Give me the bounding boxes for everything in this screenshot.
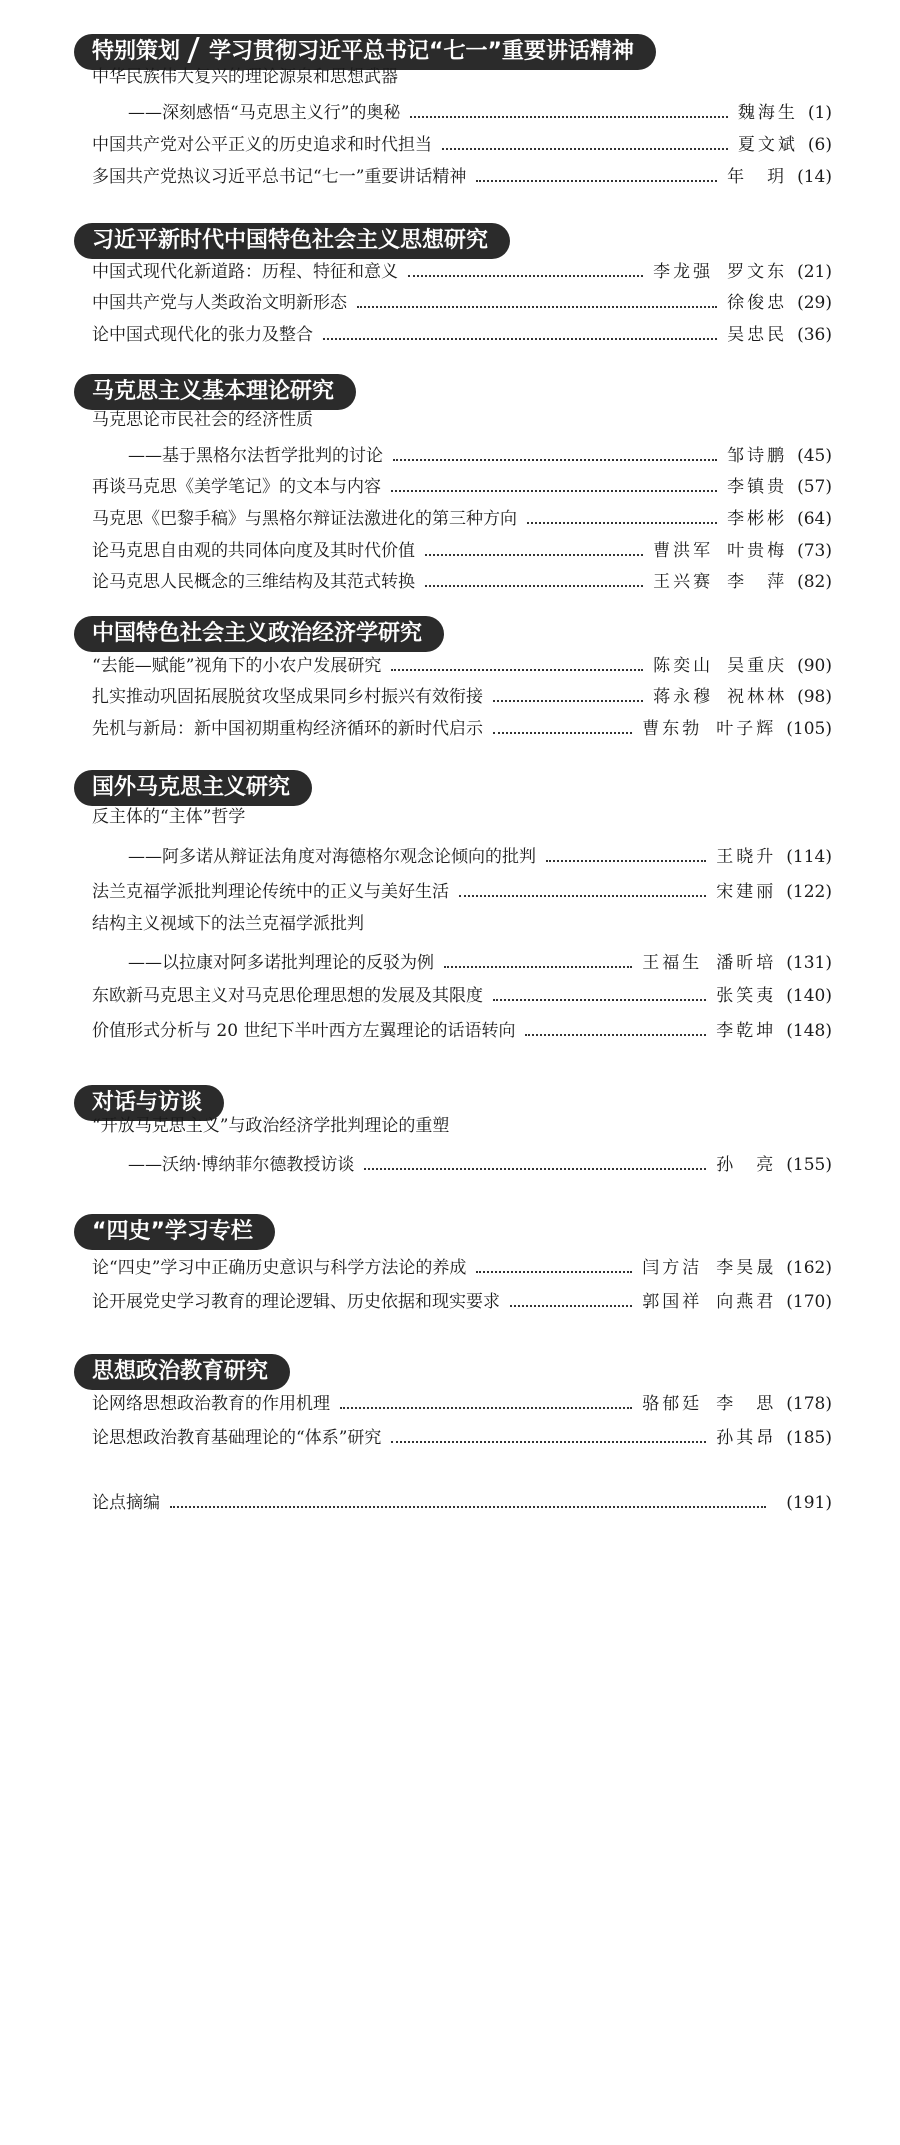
page-number: (131) <box>786 953 832 973</box>
page-number: (73) <box>797 541 832 561</box>
page-number: (114) <box>786 847 832 867</box>
author-name: 陈奕山 <box>653 656 714 676</box>
author-name: 王晓升 <box>716 847 777 867</box>
article-authors <box>727 290 787 316</box>
author-name: 李 思 <box>716 1394 777 1414</box>
dot-leader <box>425 554 643 556</box>
article-title[interactable]: “开放马克思主义”与政治经济学批判理论的重塑 <box>92 1116 450 1136</box>
page-number: (1) <box>807 103 832 123</box>
page-number: (82) <box>797 572 832 592</box>
article-title[interactable]: 中华民族伟大复兴的理论源泉和思想武器 <box>92 67 398 87</box>
article-authors <box>642 1255 776 1281</box>
page-number: (64) <box>797 509 832 529</box>
toc-entry[interactable] <box>92 1486 832 1516</box>
toc-entry[interactable] <box>92 979 832 1009</box>
section-title: 对话与访谈 <box>92 1090 203 1115</box>
dot-leader <box>493 732 632 734</box>
section-title: 马克思主义基本理论研究 <box>92 379 335 404</box>
page-number: (98) <box>797 687 832 707</box>
article-authors <box>738 132 798 158</box>
page-number: (122) <box>786 882 832 902</box>
page-number: (140) <box>786 986 832 1006</box>
article-authors <box>642 716 776 742</box>
section-title: 中国特色社会主义政治经济学研究 <box>92 621 423 646</box>
toc-entry[interactable] <box>92 534 832 564</box>
author-name: 叶子辉 <box>716 719 777 739</box>
dot-leader <box>444 966 632 968</box>
article-title: 扎实推动巩固拓展脱贫攻坚成果同乡村振兴有效衔接 <box>92 687 483 707</box>
author-name: 徐俊忠 <box>727 293 788 313</box>
author-name: 罗文东 <box>727 262 788 282</box>
article-authors <box>716 1152 776 1178</box>
article-authors <box>642 950 776 976</box>
article-title[interactable]: 结构主义视域下的法兰克福学派批判 <box>92 914 364 934</box>
dot-leader <box>527 522 717 524</box>
author-name: 邹诗鹏 <box>727 446 788 466</box>
section-header <box>74 1214 275 1250</box>
dot-leader <box>493 999 706 1001</box>
section-header <box>74 223 510 259</box>
author-name: 潘昕培 <box>716 953 777 973</box>
article-authors <box>727 474 787 500</box>
section-title: 习近平新时代中国特色社会主义思想研究 <box>92 228 489 253</box>
article-authors <box>716 879 776 905</box>
toc-entry[interactable] <box>92 470 832 500</box>
article-authors <box>653 684 787 710</box>
article-title: 价值形式分析与 20 世纪下半叶西方左翼理论的话语转向 <box>92 1021 516 1041</box>
author-name: 曹东勃 <box>642 719 703 739</box>
author-name: 李龙强 <box>653 262 714 282</box>
toc-entry[interactable] <box>92 1387 832 1417</box>
author-name: 吴忠民 <box>727 325 788 345</box>
page-number: (191) <box>786 1493 832 1513</box>
article-authors <box>727 506 787 532</box>
toc-entry[interactable] <box>92 1421 832 1451</box>
toc-entry[interactable] <box>92 680 832 710</box>
section-subtitle: 学习贯彻习近平总书记“七一”重要讲话精神 <box>209 39 634 64</box>
article-title: 论思想政治教育基础理论的“体系”研究 <box>92 1428 382 1448</box>
dot-leader <box>525 1034 706 1036</box>
section-title: “四史”学习专栏 <box>92 1219 253 1244</box>
toc-entry[interactable] <box>128 439 832 469</box>
article-title: 先机与新局：新中国初期重构经济循环的新时代启示 <box>92 719 483 739</box>
article-title: 论“四史”学习中正确历史意识与科学方法论的养成 <box>92 1258 467 1278</box>
section-title: 特别策划 <box>92 39 181 64</box>
article-subtitle: ——基于黑格尔法哲学批判的讨论 <box>128 446 383 466</box>
article-authors <box>727 443 787 469</box>
author-name: 郭国祥 <box>642 1292 703 1312</box>
toc-entry[interactable] <box>92 160 832 190</box>
author-name: 李昊晟 <box>716 1258 777 1278</box>
toc-entry[interactable] <box>92 286 832 316</box>
dot-leader <box>391 1441 706 1443</box>
toc-entry[interactable] <box>92 502 832 532</box>
author-name: 张笑夷 <box>716 986 777 1006</box>
page-number: (170) <box>786 1292 832 1312</box>
toc-entry[interactable] <box>92 565 832 595</box>
dot-leader <box>170 1506 766 1508</box>
section-divider <box>187 37 199 63</box>
author-name: 蒋永穆 <box>653 687 714 707</box>
article-title: 再谈马克思《美学笔记》的文本与内容 <box>92 477 381 497</box>
page-number: (148) <box>786 1021 832 1041</box>
article-title: 论点摘编 <box>92 1493 160 1513</box>
toc-entry[interactable] <box>92 1285 832 1315</box>
page-number: (90) <box>797 656 832 676</box>
author-name: 年 玥 <box>727 167 788 187</box>
author-name: 闫方洁 <box>642 1258 703 1278</box>
author-name: 夏文斌 <box>737 135 798 155</box>
page-number: (14) <box>797 167 832 187</box>
author-name: 宋建丽 <box>716 882 777 902</box>
dot-leader <box>493 700 643 702</box>
section-header <box>74 374 356 410</box>
page-number: (36) <box>797 325 832 345</box>
author-name: 孙 亮 <box>716 1155 777 1175</box>
section-header <box>74 1354 290 1390</box>
article-authors <box>716 1018 776 1044</box>
article-authors <box>653 569 787 595</box>
section-header <box>74 770 312 806</box>
author-name: 骆郁廷 <box>642 1394 703 1414</box>
page-number: (178) <box>786 1394 832 1414</box>
page-number: (21) <box>797 262 832 282</box>
article-title: 法兰克福学派批判理论传统中的正义与美好生活 <box>92 882 449 902</box>
article-title: 论开展党史学习教育的理论逻辑、历史依据和现实要求 <box>92 1292 500 1312</box>
dot-leader <box>410 116 728 118</box>
article-subtitle: ——深刻感悟“马克思主义行”的奥秘 <box>128 103 401 123</box>
article-title: “去能—赋能”视角下的小农户发展研究 <box>92 656 382 676</box>
author-name: 曹洪军 <box>653 541 714 561</box>
section-title: 思想政治教育研究 <box>92 1359 269 1384</box>
dot-leader <box>391 669 643 671</box>
article-title[interactable]: 马克思论市民社会的经济性质 <box>92 410 313 430</box>
article-authors <box>653 538 787 564</box>
toc-entry[interactable] <box>92 1251 832 1281</box>
toc-entry[interactable] <box>92 875 832 905</box>
article-authors <box>653 653 787 679</box>
author-name: 魏海生 <box>737 103 798 123</box>
dot-leader <box>357 306 717 308</box>
author-name: 李 萍 <box>727 572 788 592</box>
dot-leader <box>408 275 643 277</box>
article-authors <box>716 844 776 870</box>
article-authors <box>716 983 776 1009</box>
article-authors <box>642 1289 776 1315</box>
author-name: 李彬彬 <box>727 509 788 529</box>
dot-leader <box>476 180 717 182</box>
article-subtitle: ——沃纳·博纳菲尔德教授访谈 <box>128 1155 355 1175</box>
article-authors <box>642 1391 776 1417</box>
article-title: 多国共产党热议习近平总书记“七一”重要讲话精神 <box>92 167 467 187</box>
toc-entry[interactable] <box>92 649 832 679</box>
page-number: (162) <box>786 1258 832 1278</box>
toc-entry[interactable] <box>92 128 832 158</box>
toc-entry[interactable] <box>128 946 832 976</box>
article-title: 中国共产党对公平正义的历史追求和时代担当 <box>92 135 432 155</box>
dot-leader <box>323 338 717 340</box>
dot-leader <box>476 1271 632 1273</box>
section-header <box>74 616 444 652</box>
dot-leader <box>340 1407 632 1409</box>
article-authors <box>738 100 798 126</box>
author-name: 吴重庆 <box>727 656 788 676</box>
page-number: (29) <box>797 293 832 313</box>
dot-leader <box>425 585 643 587</box>
author-name: 王福生 <box>642 953 703 973</box>
author-name: 祝林林 <box>727 687 788 707</box>
article-title: 论马克思人民概念的三维结构及其范式转换 <box>92 572 415 592</box>
article-title: 论中国式现代化的张力及整合 <box>92 325 313 345</box>
author-name: 王兴赛 <box>653 572 714 592</box>
page-number: (45) <box>797 446 832 466</box>
article-title[interactable]: 反主体的“主体”哲学 <box>92 807 246 827</box>
article-title: 中国式现代化新道路：历程、特征和意义 <box>92 262 398 282</box>
toc-entry[interactable] <box>128 840 832 870</box>
article-title: 马克思《巴黎手稿》与黑格尔辩证法激进化的第三种方向 <box>92 509 517 529</box>
dot-leader <box>364 1168 706 1170</box>
author-name: 李乾坤 <box>716 1021 777 1041</box>
page-number: (57) <box>797 477 832 497</box>
author-name: 孙其昂 <box>716 1428 777 1448</box>
toc-entry[interactable] <box>92 712 832 742</box>
article-authors <box>653 259 787 285</box>
article-subtitle: ——阿多诺从辩证法角度对海德格尔观念论倾向的批判 <box>128 847 536 867</box>
dot-leader <box>442 148 728 150</box>
page-number: (6) <box>807 135 832 155</box>
section-title: 国外马克思主义研究 <box>92 775 291 800</box>
author-name: 向燕君 <box>716 1292 777 1312</box>
article-authors <box>727 322 787 348</box>
article-title: 中国共产党与人类政治文明新形态 <box>92 293 347 313</box>
article-authors <box>727 164 787 190</box>
dot-leader <box>393 459 717 461</box>
page-number: (185) <box>786 1428 832 1448</box>
article-subtitle: ——以拉康对阿多诺批判理论的反驳为例 <box>128 953 434 973</box>
toc-entry[interactable] <box>128 96 832 126</box>
page-number: (105) <box>786 719 832 739</box>
author-name: 叶贵梅 <box>727 541 788 561</box>
toc-entry[interactable] <box>128 1148 832 1178</box>
author-name: 李镇贵 <box>727 477 788 497</box>
dot-leader <box>459 895 706 897</box>
toc-entry[interactable] <box>92 318 832 348</box>
article-authors <box>716 1425 776 1451</box>
dot-leader <box>546 860 706 862</box>
article-title: 论网络思想政治教育的作用机理 <box>92 1394 330 1414</box>
page-number: (155) <box>786 1155 832 1175</box>
article-title: 东欧新马克思主义对马克思伦理思想的发展及其限度 <box>92 986 483 1006</box>
toc-entry[interactable] <box>92 255 832 285</box>
dot-leader <box>510 1305 632 1307</box>
dot-leader <box>391 490 717 492</box>
toc-entry[interactable] <box>92 1014 832 1044</box>
article-title: 论马克思自由观的共同体向度及其时代价值 <box>92 541 415 561</box>
